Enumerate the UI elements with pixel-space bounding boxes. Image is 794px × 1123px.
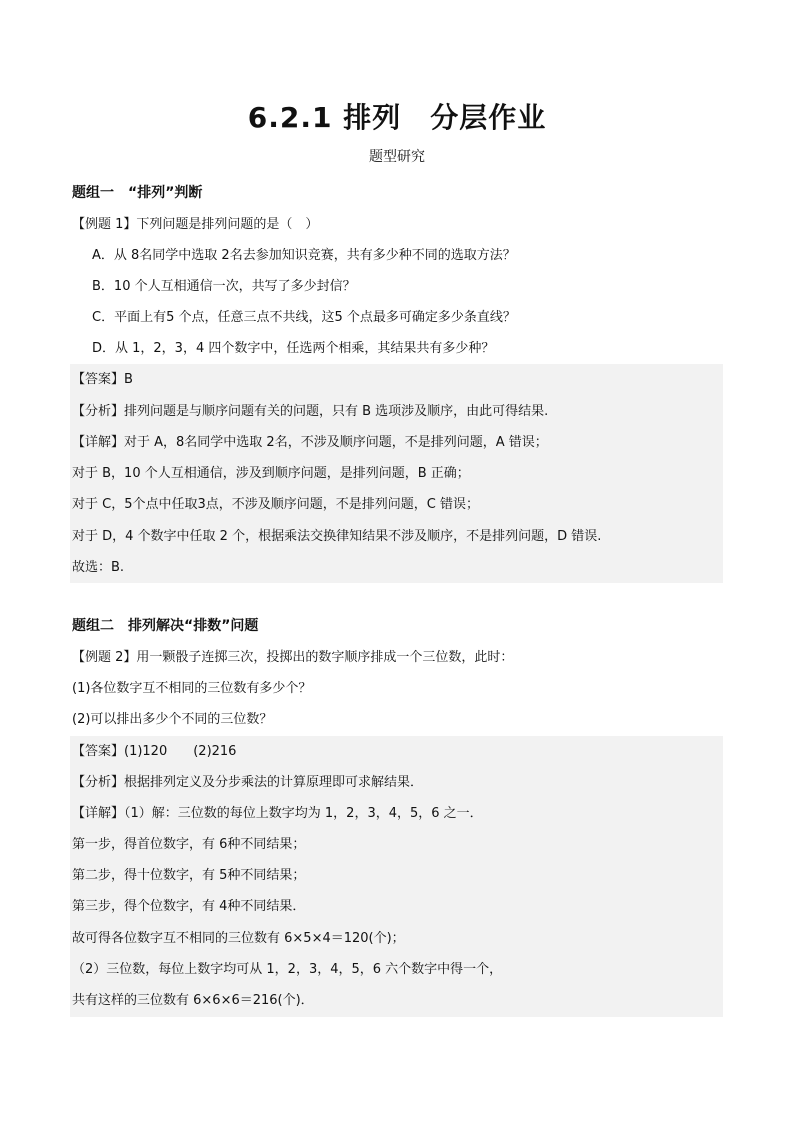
page-subtitle: 题型研究	[369, 149, 425, 165]
detail2-line: 【详解】（1）解：三位数的每位上数字均为 1，2，3，4，5，6 之一．	[72, 806, 483, 821]
option-c: C．平面上有5 个点，任意三点不共线，这5 个点最多可确定多少条直线？	[92, 310, 516, 325]
detail2-line: 第二步，得十位数字，有 5种不同结果；	[72, 868, 306, 883]
example2-question: 【例题 2】用一颗骰子连掷三次，投掷出的数字顺序排成一个三位数，此时：	[72, 650, 514, 665]
group2-heading: 题组二 排列解决“排数”问题	[72, 618, 259, 634]
option-a: A．从 8名同学中选取 2名去参加知识竞赛，共有多少种不同的选取方法？	[92, 248, 516, 263]
group1-heading: 题组一 “排列”判断	[72, 185, 203, 201]
option-b: B．10 个人互相通信一次，共写了多少封信？	[92, 279, 356, 294]
analysis1: 【分析】排列问题是与顺序问题有关的问题，只有 B 选项涉及顺序，由此可得结果.	[72, 404, 549, 419]
detail1-line: 故选：B.	[72, 560, 125, 575]
answer2: 【答案】(1)120 (2)216	[72, 744, 237, 759]
detail1-line: 对于 C，5个点中任取3点，不涉及顺序问题，不是排列问题，C 错误；	[72, 497, 479, 512]
detail1-line: 【详解】对于 A，8名同学中选取 2名，不涉及顺序问题，不是排列问题，A 错误；	[72, 435, 548, 450]
analysis2: 【分析】根据排列定义及分步乘法的计算原理即可求解结果．	[72, 775, 424, 790]
page-title: 6.2.1 排列 分层作业	[247, 101, 547, 134]
detail2-line: 第三步，得个位数字，有 4种不同结果．	[72, 899, 306, 914]
detail2-line: 故可得各位数字互不相同的三位数有 6×5×4＝120(个)；	[72, 931, 405, 946]
detail2-line: 共有这样的三位数有 6×6×6＝216(个)．	[72, 993, 314, 1008]
detail2-line: （2）三位数，每位上数字均可从 1，2，3，4，5，6 六个数字中得一个，	[72, 962, 503, 977]
detail1-line: 对于 D，4 个数字中任取 2 个，根据乘法交换律知结果不涉及顺序，不是排列问题，D 错误.	[72, 529, 602, 544]
detail1-line: 对于 B，10 个人互相通信，涉及到顺序问题，是排列问题，B 正确；	[72, 466, 470, 481]
option-d: D．从 1，2，3，4 四个数字中，任选两个相乘，其结果共有多少种？	[92, 341, 495, 356]
example2-part2: (2)可以排出多少个不同的三位数？	[72, 712, 273, 727]
example2-part1: (1)各位数字互不相同的三位数有多少个？	[72, 681, 312, 696]
example1-question: 【例题 1】下列问题是排列问题的是（ ）	[72, 217, 319, 232]
detail2-line: 第一步，得首位数字，有 6种不同结果；	[72, 837, 306, 852]
answer1: 【答案】B	[72, 372, 133, 387]
